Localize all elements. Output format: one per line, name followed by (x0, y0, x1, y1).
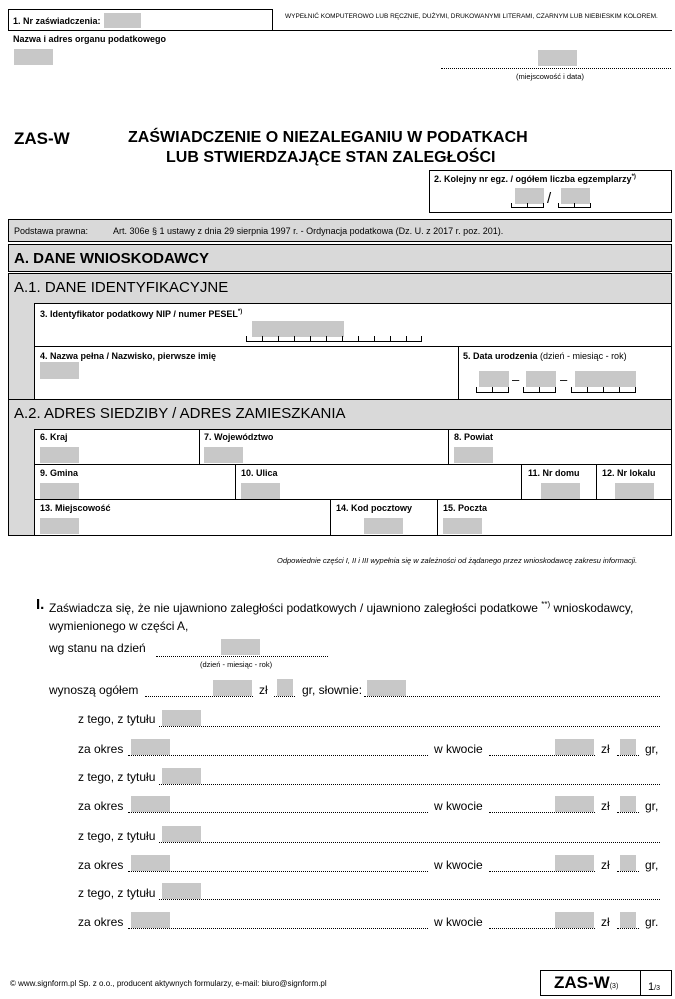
amount-zl-unit-1: zł (601, 742, 610, 756)
footer-page: 1/3 (648, 981, 660, 993)
amount-gr-field-3[interactable] (620, 855, 636, 871)
certificate-number-label: 1. Nr zaświadczenia: (13, 16, 101, 26)
birth-month-underline (523, 392, 556, 393)
copy-number-field[interactable] (515, 188, 544, 204)
tick (571, 387, 572, 392)
amount-label-1: w kwocie (434, 742, 483, 756)
title-label-1: z tego, z tytułu (78, 712, 156, 726)
title-label-4: z tego, z tytułu (78, 886, 156, 900)
amount-zl-unit-3: zł (601, 858, 610, 872)
as-of-date-caption: (dzień - miesiąc - rok) (200, 660, 273, 669)
amount-label-3: w kwocie (434, 858, 483, 872)
tick (421, 336, 422, 341)
footer-code: ZAS-W(3) (554, 973, 619, 992)
tick (587, 387, 588, 392)
amount-zl-field-2[interactable] (555, 796, 594, 812)
amount-gr-field-1[interactable] (620, 739, 636, 755)
postal-code-label: 14. Kod pocztowy (336, 503, 413, 513)
title-line-4 (159, 899, 660, 900)
title-line-3 (159, 842, 660, 843)
total-gr-line (274, 696, 295, 697)
part-i-numeral: I. (36, 596, 45, 613)
tick (508, 387, 509, 392)
voivodeship-field[interactable] (204, 447, 243, 463)
total-zl-line (145, 696, 253, 697)
tick (527, 203, 528, 208)
copy-slash: / (547, 190, 552, 207)
total-zl-unit: zł (259, 683, 268, 697)
country-label: 6. Kraj (40, 432, 68, 442)
tax-office-field[interactable] (14, 49, 53, 65)
amount-gr-unit-3: gr, (645, 858, 659, 872)
tick (374, 336, 375, 341)
amount-zl-field-1[interactable] (555, 739, 594, 755)
apartment-number-field[interactable] (615, 483, 654, 499)
post-office-label: 15. Poczta (443, 503, 488, 513)
postal-code-field[interactable] (364, 518, 403, 534)
period-label-4: za okres (78, 915, 124, 929)
municipality-label: 9. Gmina (40, 468, 79, 478)
title-line-1 (159, 726, 660, 727)
tick (406, 336, 407, 341)
tick (574, 203, 575, 208)
tick (543, 203, 544, 208)
tick (310, 336, 311, 341)
certificate-number-field[interactable] (104, 13, 141, 28)
birth-day-field[interactable] (479, 371, 509, 387)
total-words-field[interactable] (367, 680, 406, 696)
place-date-line (441, 68, 671, 69)
total-words-line (364, 696, 660, 697)
period-label-3: za okres (78, 858, 124, 872)
total-gr-words-label: gr, słownie: (302, 683, 363, 697)
amount-zl-line-4 (489, 928, 595, 929)
period-field-4[interactable] (131, 912, 170, 928)
amount-zl-unit-4: zł (601, 915, 610, 929)
copy-total-field[interactable] (561, 188, 590, 204)
nip-label: 3. Identyfikator podatkowy NIP / numer PESEL*) (40, 309, 243, 319)
as-of-label: wg stanu na dzień (49, 641, 146, 655)
period-line-1 (128, 755, 428, 756)
amount-gr-line-2 (617, 812, 639, 813)
county-field[interactable] (454, 447, 493, 463)
title-field-1[interactable] (162, 710, 201, 726)
country-field[interactable] (40, 447, 79, 463)
title-label-2: z tego, z tytułu (78, 770, 156, 784)
part-i-statement: Zaświadcza się, że nie ujawniono zaległości podatkowych / ujawniono zaległości podatkowe **) wnioskodawcy, (49, 600, 634, 615)
amount-label-2: w kwocie (434, 799, 483, 813)
as-of-date-field[interactable] (221, 639, 260, 655)
tick (246, 336, 247, 341)
name-field[interactable] (40, 362, 79, 379)
title-line-2 (159, 784, 660, 785)
birth-day-underline (476, 392, 509, 393)
amount-zl-field-3[interactable] (555, 855, 594, 871)
street-field[interactable] (241, 483, 280, 499)
period-line-3 (128, 871, 428, 872)
municipality-field[interactable] (40, 483, 79, 499)
period-line-4 (128, 928, 428, 929)
place-date-field[interactable] (538, 50, 577, 66)
tick (511, 203, 512, 208)
nip-field[interactable] (252, 321, 344, 337)
amount-gr-field-2[interactable] (620, 796, 636, 812)
tick (294, 336, 295, 341)
total-label: wynoszą ogółem (49, 683, 139, 697)
tick (492, 387, 493, 392)
header-rule (273, 30, 672, 31)
amount-zl-line-1 (489, 755, 595, 756)
name-label: 4. Nazwa pełna / Nazwisko, pierwsze imię (40, 351, 217, 361)
tick (555, 387, 556, 392)
birth-year-underline (571, 392, 636, 393)
period-field-3[interactable] (131, 855, 170, 871)
birth-dash-2: – (560, 372, 568, 387)
period-label-2: za okres (78, 799, 124, 813)
period-line-2 (128, 812, 428, 813)
tick (523, 387, 524, 392)
legal-basis-label: Podstawa prawna: (14, 226, 89, 236)
copy-number-label: 2. Kolejny nr egz. / ogółem liczba egzemplarzy*) (434, 174, 636, 184)
period-field-2[interactable] (131, 796, 170, 812)
tick (358, 336, 359, 341)
tax-office-label: Nazwa i adres organu podatkowego (13, 34, 167, 44)
total-zl-field[interactable] (213, 680, 252, 696)
tick (278, 336, 279, 341)
amount-gr-unit-1: gr, (645, 742, 659, 756)
amount-gr-line-1 (617, 755, 639, 756)
section-a1-title: A.1. DANE IDENTYFIKACYJNE (14, 279, 229, 296)
place-date-caption: (miejscowość i data) (516, 72, 584, 81)
tick (603, 387, 604, 392)
tick (476, 387, 477, 392)
form-code: ZAS-W (14, 129, 70, 148)
voivodeship-label: 7. Województwo (204, 432, 274, 442)
locality-label: 13. Miejscowość (40, 503, 111, 513)
birth-date-label: 5. Data urodzenia (dzień - miesiąc - rok) (463, 351, 627, 361)
section-a-title: A. DANE WNIOSKODAWCY (14, 250, 209, 267)
title-field-4[interactable] (162, 883, 201, 899)
amount-gr-unit-2: gr, (645, 799, 659, 813)
section-a2-title: A.2. ADRES SIEDZIBY / ADRES ZAMIESZKANIA (14, 405, 346, 422)
part-i-statement-line2: wymienionego w części A, (49, 619, 189, 633)
tick (590, 203, 591, 208)
street-label: 10. Ulica (241, 468, 278, 478)
birth-year-field[interactable] (575, 371, 636, 387)
amount-zl-field-4[interactable] (555, 912, 594, 928)
tick (539, 387, 540, 392)
total-gr-field[interactable] (277, 679, 293, 696)
house-number-label: 11. Nr domu (528, 468, 580, 478)
amount-label-4: w kwocie (434, 915, 483, 929)
tick (635, 387, 636, 392)
tick (390, 336, 391, 341)
form-title-line2: LUB STWIERDZAJĄCE STAN ZALEGŁOŚCI (166, 149, 496, 166)
parts-note: Odpowiednie części I, II i III wypełnia się w zależności od żądanego przez wnioskodawcę zakresu informacji. (277, 556, 638, 565)
post-office-field[interactable] (443, 518, 482, 534)
form-title-line1: ZAŚWIADCZENIE O NIEZALEGANIU W PODATKACH (128, 129, 528, 146)
title-label-3: z tego, z tytułu (78, 829, 156, 843)
amount-zl-line-2 (489, 812, 595, 813)
instruction-text: WYPEŁNIĆ KOMPUTEROWO LUB RĘCZNIE, DUŻYMI, DRUKOWANYMI LITERAMI, CZARNYM LUB NIEBIESKIM KOLOREM. (285, 13, 658, 20)
locality-field[interactable] (40, 518, 79, 534)
as-of-date-line (156, 656, 328, 657)
amount-gr-unit-4: gr. (645, 915, 659, 929)
house-number-field[interactable] (541, 483, 580, 499)
title-field-2[interactable] (162, 768, 201, 784)
tick (558, 203, 559, 208)
tick (262, 336, 263, 341)
title-field-3[interactable] (162, 826, 201, 842)
amount-gr-field-4[interactable] (620, 912, 636, 928)
nip-underline (246, 341, 422, 342)
tick (342, 336, 343, 341)
amount-zl-unit-2: zł (601, 799, 610, 813)
amount-zl-line-3 (489, 871, 595, 872)
tick (619, 387, 620, 392)
footer-copyright: © www.signform.pl Sp. z o.o., producent aktywnych formularzy, e-mail: biuro@signform.pl (10, 979, 327, 988)
birth-dash-1: – (512, 372, 520, 387)
legal-basis-text: Art. 306e § 1 ustawy z dnia 29 sierpnia 1997 r. - Ordynacja podatkowa (Dz. U. z 2017 r. poz. 201). (113, 226, 504, 236)
period-label-1: za okres (78, 742, 124, 756)
tick (326, 336, 327, 341)
period-field-1[interactable] (131, 739, 170, 755)
county-label: 8. Powiat (454, 432, 494, 442)
amount-gr-line-3 (617, 871, 639, 872)
amount-gr-line-4 (617, 928, 639, 929)
apartment-number-label: 12. Nr lokalu (602, 468, 656, 478)
birth-month-field[interactable] (526, 371, 556, 387)
